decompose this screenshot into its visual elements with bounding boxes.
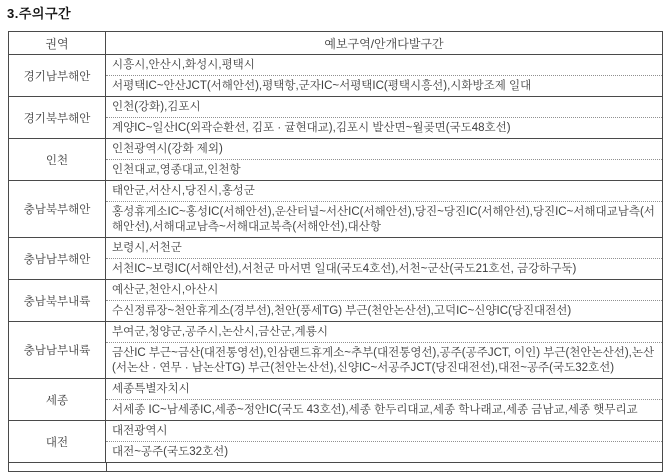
section-cell [106,379,662,420]
fog-section-text: 인천대교,영종대교,인천항 [106,159,662,180]
section-title: 3.주의구간 [7,6,72,21]
forecast-area-text: 태안군,서산시,당진시,홍성군 [112,184,255,197]
table-header-row [9,32,662,55]
caution-zone-table [8,31,663,472]
region-cell: 충남북부해안 [9,181,106,237]
forecast-area-text: 보령시,서천군 [112,241,182,254]
table-row [9,379,662,421]
table-body [9,55,662,463]
header-region: 권역 [9,32,106,54]
table-row [9,238,662,280]
region-cell: 경기북부해안 [9,97,106,138]
fog-section-text: 금산IC 부근~금산(대전통영선),인삼랜드휴게소~추부(대전통영선),공주(공주JCT, 이인) 부근(천안논산선),논산(서논산 · 연무 · 남논산TG) 부근(천안논산선),신양IC~서공주JCT(당진대전선),대전~공주(국도32호선) [106,342,662,378]
table-row [9,139,662,181]
table-row [9,181,662,238]
forecast-area-text: 대전광역시 [112,424,168,437]
table-row [9,55,662,97]
section-cell [106,238,662,279]
section-cell [106,139,662,180]
section-cell [106,97,662,138]
fog-section-text: 대전~공주(국도32호선) [106,441,662,462]
region-cell: 세종 [9,379,106,420]
section-cell [106,421,662,462]
table-row-cutoff [9,463,662,472]
section-cell [106,280,662,321]
fog-section-text: 서평택IC~안산JCT(서해안선),평택항,군자IC~서평택IC(평택시흥선),시화방조제 일대 [106,75,662,96]
section-cell [106,181,662,237]
table-row [9,280,662,322]
region-cell [9,463,107,471]
header-forecast-fog-section: 예보구역/안개다발구간 [324,36,444,51]
forecast-area-text: 시흥시,안산시,화성시,평택시 [112,58,255,71]
forecast-area-text: 인천광역시(강화 제외) [112,142,223,155]
forecast-area-text: 예산군,천안시,아산시 [112,283,219,296]
table-row [9,97,662,139]
forecast-area-text: 인천(강화),김포시 [112,100,201,113]
fog-section-text: 서세종 IC~남세종IC,세종~정안IC(국도 43호선),세종 한두리대교,세종 학나래교,세종 금남교,세종 햇무리교 [106,399,662,420]
fog-section-text: 홍성휴게소IC~홍성IC(서해안선),운산터널~서산IC(서해안선),당진~당진IC(서해안선),당진IC~서해대교남측(서해안선),서해대교남측~서해대교북측(서해안선),대산항 [106,201,662,237]
forecast-area-text: 세종특별자치시 [112,382,190,395]
section-cell [106,55,662,96]
region-cell: 충남남부해안 [9,238,106,279]
fog-section-text: 서천IC~보령IC(서해안선),서천군 마서면 일대(국도4호선),서천~군산(국도21호선, 금강하구둑) [106,258,662,279]
fog-section-text: 계양IC~일산IC(외곽순환선, 김포 · 귤현대교),김포시 발산면~월곶면(국도48호선) [106,117,662,138]
table-row [9,421,662,463]
region-cell: 충남남부내륙 [9,322,106,378]
forecast-area-text: 부여군,청양군,공주시,논산시,금산군,계룡시 [112,325,328,338]
region-cell: 인천 [9,139,106,180]
region-cell: 경기남부해안 [9,55,106,96]
region-cell: 충남북부내륙 [9,280,106,321]
fog-section-text: 수신정류장~천안휴게소(경부선),천안(풍세TG) 부근(천안논산선),고덕IC~신양IC(당진대전선) [106,300,662,321]
region-cell: 대전 [9,421,106,462]
section-cell [106,322,662,378]
table-row [9,322,662,379]
